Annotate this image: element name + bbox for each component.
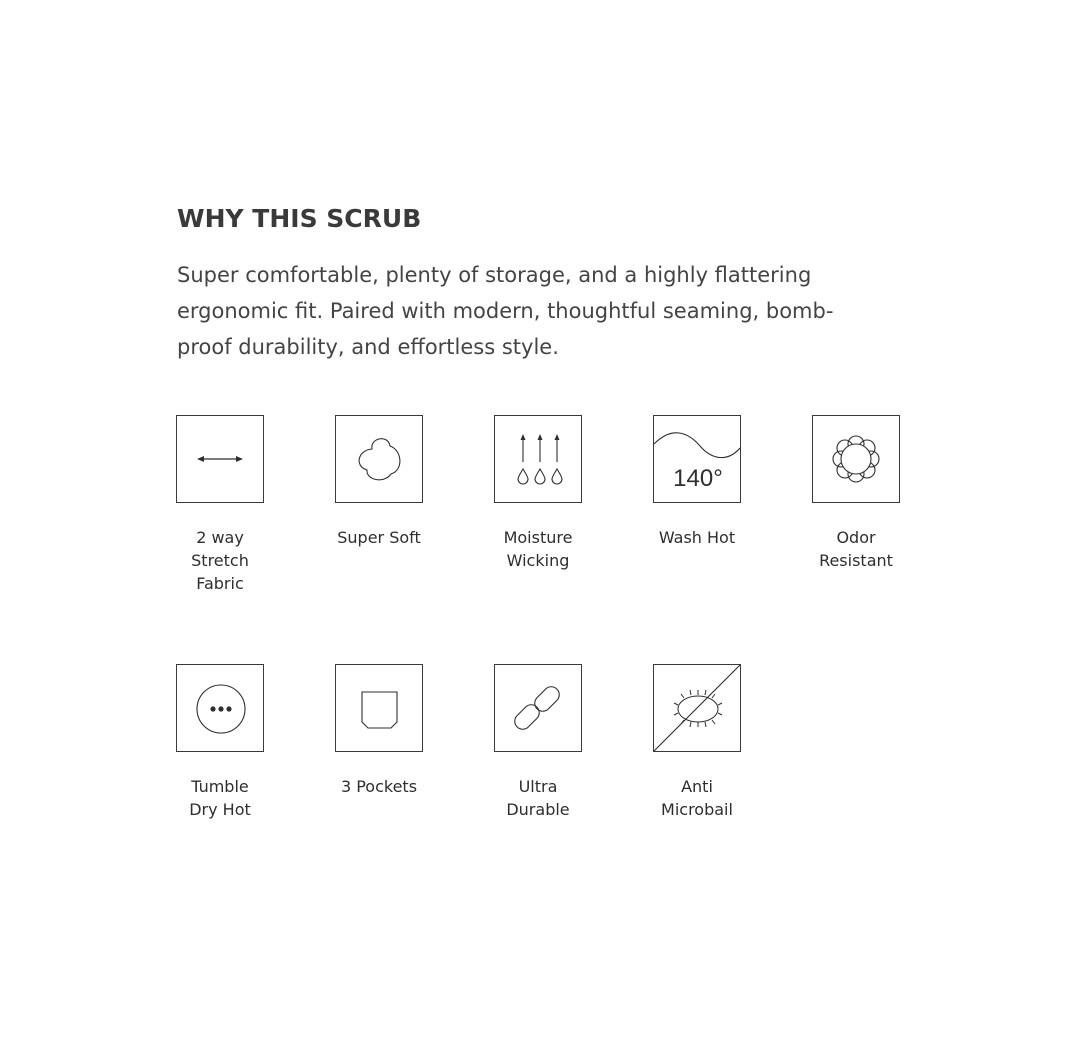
feature-label: Anti Microbail [661, 777, 733, 819]
feature-label: Ultra Durable [506, 777, 570, 819]
feature-super-soft [319, 415, 439, 549]
section-heading: WHY THIS SCRUB [177, 204, 422, 233]
odor-resistant-icon [812, 415, 900, 503]
super-soft-icon [335, 415, 423, 503]
feature-ultra-durable [478, 664, 598, 821]
section-description: Super comfortable, plenty of storage, and a highly flattering ergonomic fit. Paired with modern, thoughtful seaming, bomb-proof durability, and effortless style. [177, 263, 834, 359]
feature-label: Odor Resistant [819, 528, 893, 570]
feature-anti-microbial [637, 664, 757, 821]
feature-label: 2 way Stretch Fabric [191, 528, 249, 593]
feature-moisture-wicking [478, 415, 598, 572]
anti-microbial-icon [653, 664, 741, 752]
feature-label: 3 Pockets [340, 777, 418, 796]
wash-hot-icon [653, 415, 741, 503]
ultra-durable-icon [494, 664, 582, 752]
feature-odor-resistant [796, 415, 916, 572]
moisture-wicking-icon [494, 415, 582, 503]
feature-wash-hot [637, 415, 757, 549]
feature-label: Moisture Wicking [503, 528, 573, 570]
feature-label: Super Soft [337, 528, 421, 547]
feature-two-way-stretch [160, 415, 280, 595]
feature-tumble-dry-hot [160, 664, 280, 821]
feature-label: Tumble Dry Hot [189, 777, 251, 819]
feature-label: Wash Hot [658, 528, 736, 547]
tumble-dry-hot-icon [176, 664, 264, 752]
svg-text:140°: 140° [673, 465, 723, 492]
two-way-stretch-icon [176, 415, 264, 503]
pockets-icon [335, 664, 423, 752]
feature-3-pockets [319, 664, 439, 798]
